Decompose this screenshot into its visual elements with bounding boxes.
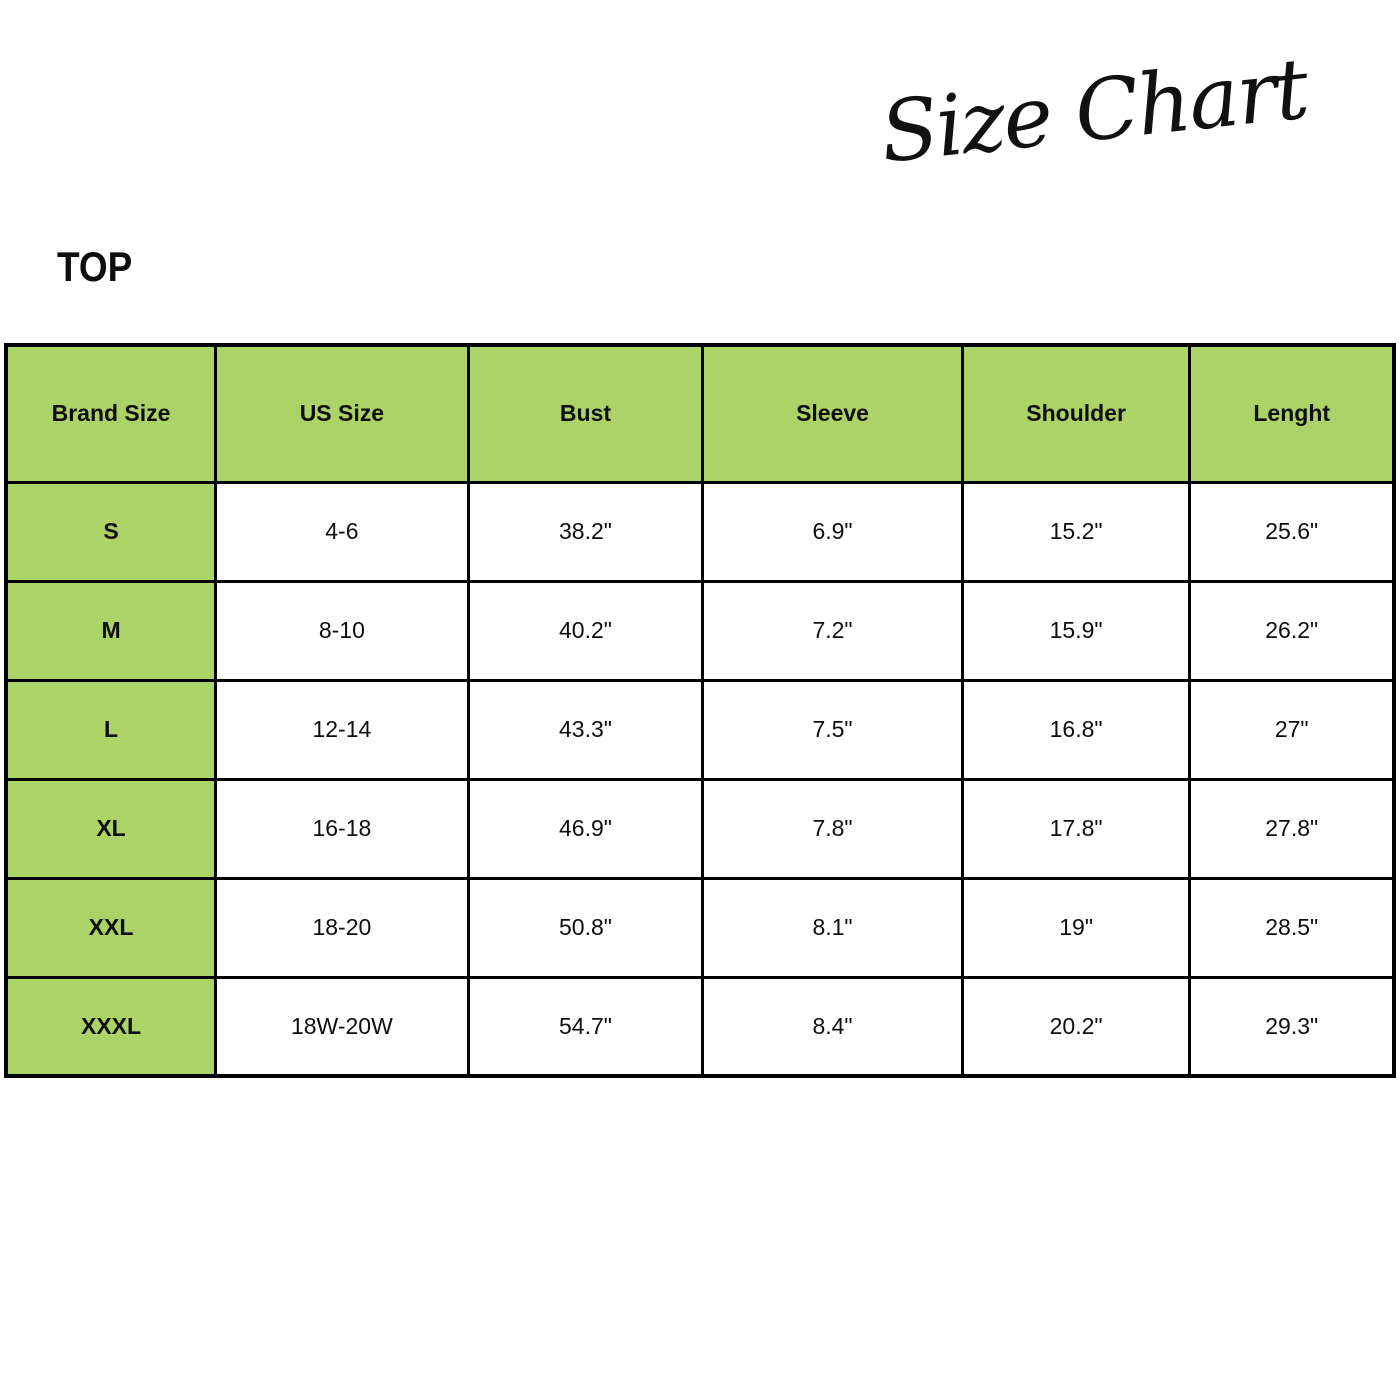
header-cell-us-size: US Size xyxy=(216,345,469,482)
cell-xl-sleeve: 7.8" xyxy=(703,779,963,878)
cell-xxxl-shoulder: 20.2" xyxy=(962,977,1190,1076)
cell-xl-shoulder: 17.8" xyxy=(962,779,1190,878)
cell-l-brand-size: L xyxy=(6,680,216,779)
size-chart-table xyxy=(4,343,1396,1078)
cell-xxxl-sleeve: 8.4" xyxy=(703,977,963,1076)
cell-m-bust: 40.2" xyxy=(468,581,703,680)
cell-m-lenght: 26.2" xyxy=(1190,581,1394,680)
cell-s-sleeve: 6.9" xyxy=(703,482,963,581)
cell-l-sleeve: 7.5" xyxy=(703,680,963,779)
page-title-script: Size Chart xyxy=(876,39,1312,182)
table-row-xxxl xyxy=(6,977,1394,1076)
cell-m-sleeve: 7.2" xyxy=(703,581,963,680)
table-row-xxl xyxy=(6,878,1394,977)
cell-s-lenght: 25.6" xyxy=(1190,482,1394,581)
header-cell-lenght: Lenght xyxy=(1190,345,1394,482)
cell-xl-bust: 46.9" xyxy=(468,779,703,878)
cell-xxxl-lenght: 29.3" xyxy=(1190,977,1394,1076)
table-row-m xyxy=(6,581,1394,680)
cell-m-brand-size: M xyxy=(6,581,216,680)
cell-xxl-brand-size: XXL xyxy=(6,878,216,977)
cell-xl-brand-size: XL xyxy=(6,779,216,878)
cell-xl-lenght: 27.8" xyxy=(1190,779,1394,878)
table-row-l xyxy=(6,680,1394,779)
cell-s-bust: 38.2" xyxy=(468,482,703,581)
cell-l-us-size: 12-14 xyxy=(216,680,469,779)
header-cell-brand-size: Brand Size xyxy=(6,345,216,482)
cell-l-shoulder: 16.8" xyxy=(962,680,1190,779)
cell-s-brand-size: S xyxy=(6,482,216,581)
cell-s-us-size: 4-6 xyxy=(216,482,469,581)
cell-xxxl-us-size: 18W-20W xyxy=(216,977,469,1076)
cell-l-bust: 43.3" xyxy=(468,680,703,779)
cell-l-lenght: 27" xyxy=(1190,680,1394,779)
cell-xl-us-size: 16-18 xyxy=(216,779,469,878)
table-row-s xyxy=(6,482,1394,581)
cell-xxl-lenght: 28.5" xyxy=(1190,878,1394,977)
cell-xxl-sleeve: 8.1" xyxy=(703,878,963,977)
cell-m-us-size: 8-10 xyxy=(216,581,469,680)
cell-xxl-bust: 50.8" xyxy=(468,878,703,977)
table-row-xl xyxy=(6,779,1394,878)
cell-m-shoulder: 15.9" xyxy=(962,581,1190,680)
section-title-top: TOP xyxy=(57,243,133,290)
header-cell-sleeve: Sleeve xyxy=(703,345,963,482)
header-cell-bust: Bust xyxy=(468,345,703,482)
cell-xxxl-brand-size: XXXL xyxy=(6,977,216,1076)
cell-s-shoulder: 15.2" xyxy=(962,482,1190,581)
table-header-row xyxy=(6,345,1394,482)
cell-xxl-shoulder: 19" xyxy=(962,878,1190,977)
header-cell-shoulder: Shoulder xyxy=(962,345,1190,482)
cell-xxxl-bust: 54.7" xyxy=(468,977,703,1076)
cell-xxl-us-size: 18-20 xyxy=(216,878,469,977)
